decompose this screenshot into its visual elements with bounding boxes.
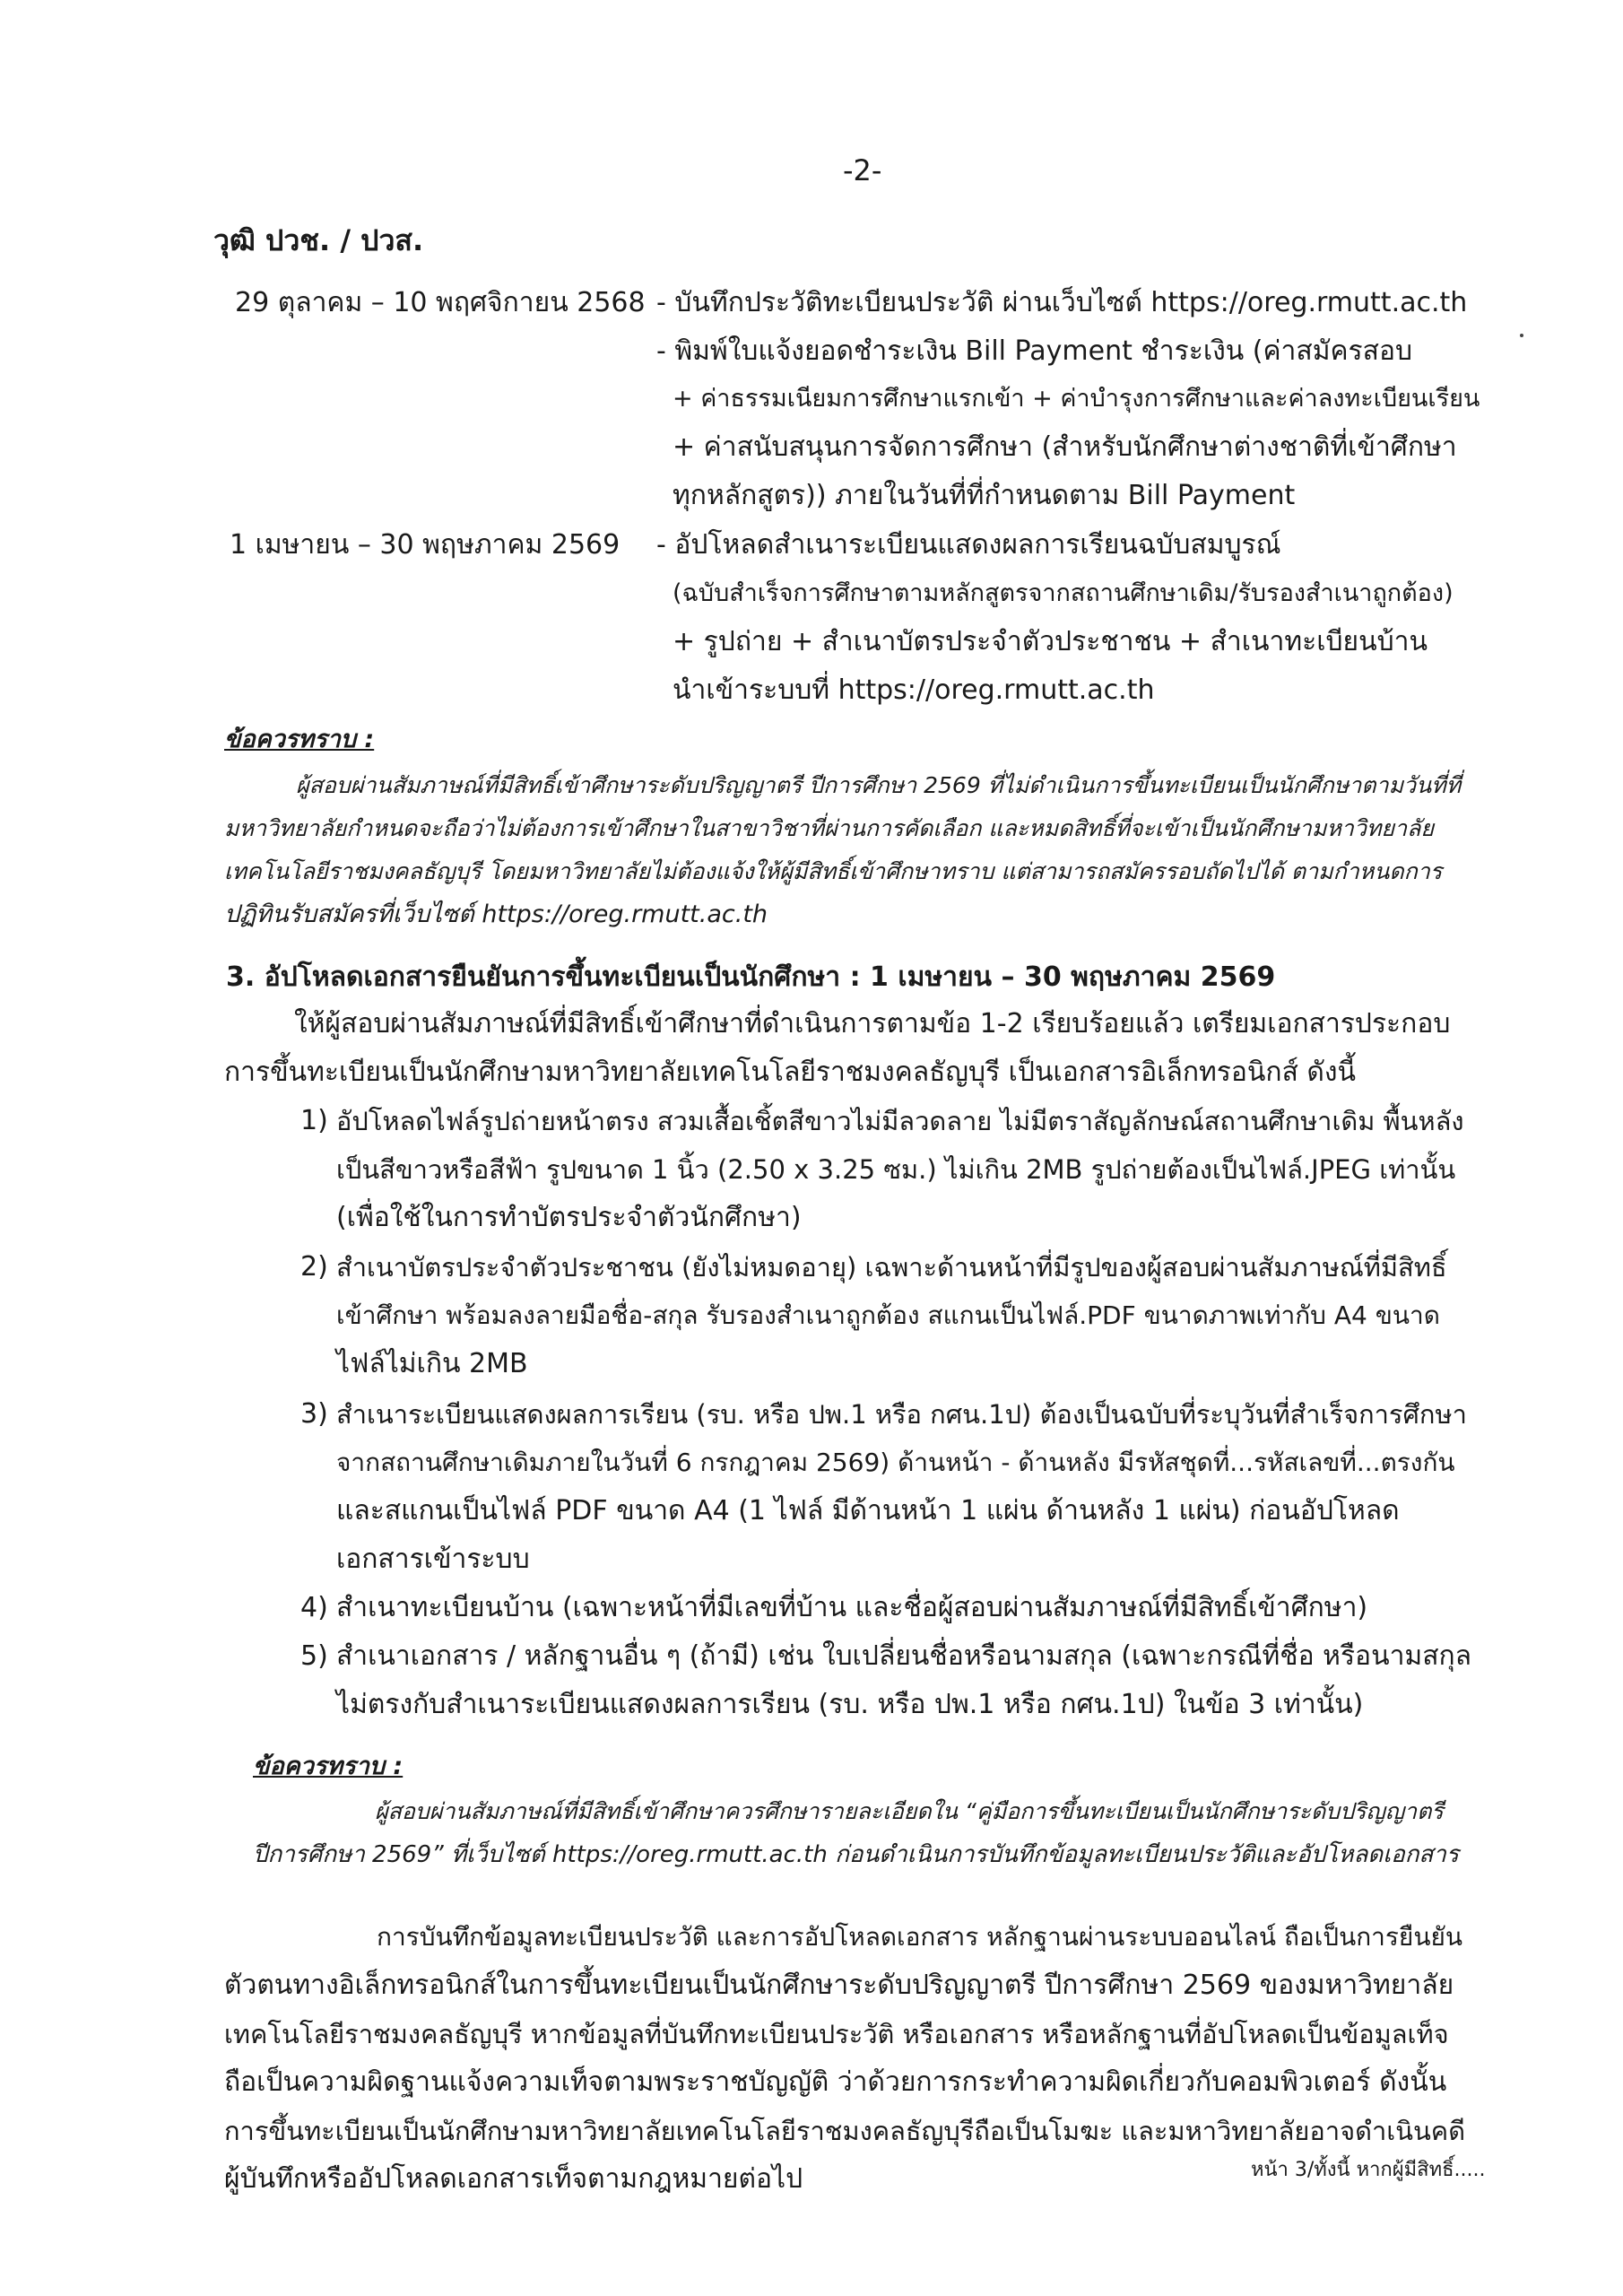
note-2-title: ข้อควรทราบ : bbox=[253, 1752, 404, 1780]
item-2-line-3: ไฟล์ไม่เกิน 2MB bbox=[336, 1348, 528, 1379]
note-1-line-1: ผู้สอบผ่านสัมภาษณ์ที่มีสิทธิ์เข้าศึกษาระดับปริญญาตรี ปีการศึกษา 2569 ที่ไม่ดำเนินการขึ้นทะเบียนเป็นนักศึกษาตามวันที่ที่ bbox=[296, 772, 1462, 798]
page-number: -2- bbox=[843, 153, 882, 187]
item-1-number: 1) bbox=[300, 1105, 328, 1136]
note-2-line-1: ผู้สอบผ่านสัมภาษณ์ที่มีสิทธิ์เข้าศึกษาควรศึกษารายละเอียดใน “คู่มือการขึ้นทะเบียนเป็นนักศึกษาระดับปริญญาตรี bbox=[375, 1798, 1444, 1824]
closing-line-4: ถือเป็นความผิดฐานแจ้งความเท็จตามพระราชบัญญัติ ว่าด้วยการกระทำความผิดเกี่ยวกับคอมพิวเตอร์ ดังนั้น bbox=[224, 2066, 1447, 2098]
closing-line-6: ผู้บันทึกหรืออัปโหลดเอกสารเท็จตามกฎหมายต่อไป bbox=[224, 2163, 803, 2195]
note-1-title: ข้อควรทราบ : bbox=[224, 726, 375, 753]
schedule-2-line-2: (ฉบับสำเร็จการศึกษาตามหลักสูตรจากสถานศึกษาเดิม/รับรองสำเนาถูกต้อง) bbox=[673, 579, 1454, 607]
item-5-line-1: สำเนาเอกสาร / หลักฐานอื่น ๆ (ถ้ามี) เช่น ใบเปลี่ยนชื่อหรือนามสกุล (เฉพาะกรณีที่ชื่อ หรือนามสกุล bbox=[336, 1640, 1472, 1672]
closing-line-5: การขึ้นทะเบียนเป็นนักศึกษามหาวิทยาลัยเทคโนโลยีราชมงคลธัญบุรีถือเป็นโมฆะ และมหาวิทยาลัยอาจดำเนินคดี bbox=[224, 2116, 1466, 2146]
closing-line-1: การบันทึกข้อมูลทะเบียนประวัติ และการอัปโหลดเอกสาร หลักฐานผ่านระบบออนไลน์ ถือเป็นการยืนยัน bbox=[377, 1922, 1463, 1952]
schedule-1-line-4: + ค่าสนับสนุนการจัดการศึกษา (สำหรับนักศึกษาต่างชาติที่เข้าศึกษา bbox=[673, 431, 1457, 463]
schedule-date-1: 29 ตุลาคม – 10 พฤศจิกายน 2568 bbox=[235, 287, 646, 318]
schedule-date-2: 1 เมษายน – 30 พฤษภาคม 2569 bbox=[230, 529, 621, 561]
item-2-number: 2) bbox=[300, 1251, 328, 1283]
stray-dot bbox=[1520, 334, 1523, 337]
item-5-number: 5) bbox=[300, 1640, 328, 1672]
item-3-line-4: เอกสารเข้าระบบ bbox=[336, 1544, 530, 1575]
item-3-line-1: สำเนาระเบียนแสดงผลการเรียน (รบ. หรือ ปพ.1 หรือ กศน.1ป) ต้องเป็นฉบับที่ระบุวันที่สำเร็จการศึกษา bbox=[336, 1399, 1467, 1430]
section-3-intro-1: ให้ผู้สอบผ่านสัมภาษณ์ที่มีสิทธิ์เข้าศึกษาที่ดำเนินการตามข้อ 1-2 เรียบร้อยแล้ว เตรียมเอกสารประกอบ bbox=[294, 1008, 1451, 1039]
item-1-line-3: (เพื่อใช้ในการทำบัตรประจำตัวนักศึกษา) bbox=[336, 1202, 802, 1233]
item-3-line-2: จากสถานศึกษาเดิมภายในวันที่ 6 กรกฎาคม 2569) ด้านหน้า - ด้านหลัง มีรหัสชุดที่...รหัสเลขที่...ตรงกัน bbox=[336, 1448, 1455, 1477]
item-4-line-1: สำเนาทะเบียนบ้าน (เฉพาะหน้าที่มีเลขที่บ้าน และชื่อผู้สอบผ่านสัมภาษณ์ที่มีสิทธิ์เข้าศึกษา) bbox=[336, 1592, 1368, 1623]
item-1-line-2: เป็นสีขาวหรือสีฟ้า รูปขนาด 1 นิ้ว (2.50 x 3.25 ซม.) ไม่เกิน 2MB รูปถ่ายต้องเป็นไฟล์.JPEG เท่านั้น bbox=[336, 1154, 1456, 1185]
item-1-line-1: อัปโหลดไฟล์รูปถ่ายหน้าตรง สวมเสื้อเชิ้ตสีขาวไม่มีลวดลาย ไม่มีตราสัญลักษณ์สถานศึกษาเดิม พื้นหลัง bbox=[336, 1106, 1464, 1136]
schedule-1-line-3: + ค่าธรรมเนียมการศึกษาแรกเข้า + ค่าบำรุงการศึกษาและค่าลงทะเบียนเรียน bbox=[673, 385, 1480, 413]
section-3-intro-2: การขึ้นทะเบียนเป็นนักศึกษามหาวิทยาลัยเทคโนโลยีราชมงคลธัญบุรี เป็นเอกสารอิเล็กทรอนิกส์ ดังนี้ bbox=[224, 1057, 1357, 1088]
closing-line-2: ตัวตนทางอิเล็กทรอนิกส์ในการขึ้นทะเบียนเป็นนักศึกษาระดับปริญญาตรี ปีการศึกษา 2569 ของมหาวิทยาลัย bbox=[224, 1970, 1454, 2001]
heading-qualification: วุฒิ ปวช. / ปวส. bbox=[213, 223, 424, 257]
item-4-number: 4) bbox=[300, 1592, 328, 1623]
note-2-line-2: ปีการศึกษา 2569” ที่เว็บไซต์ https://oreg.rmutt.ac.th ก่อนดำเนินการบันทึกข้อมูลทะเบียนประวัติและอัปโหลดเอกสาร bbox=[253, 1841, 1459, 1868]
item-2-line-1: สำเนาบัตรประจำตัวประชาชน (ยังไม่หมดอายุ) เฉพาะด้านหน้าที่มีรูปของผู้สอบผ่านสัมภาษณ์ที่มีสิทธิ์ bbox=[336, 1252, 1447, 1283]
footer-continuation: หน้า 3/ทั้งนี้ หากผู้มีสิทธิ์..... bbox=[1251, 2159, 1486, 2181]
item-3-line-3: และสแกนเป็นไฟล์ PDF ขนาด A4 (1 ไฟล์ มีด้านหน้า 1 แผ่น ด้านหลัง 1 แผ่น) ก่อนอัปโหลด bbox=[336, 1495, 1400, 1526]
schedule-1-line-2: - พิมพ์ใบแจ้งยอดชำระเงิน Bill Payment ชำระเงิน (ค่าสมัครสอบ bbox=[656, 335, 1413, 367]
section-3-title: 3. อัปโหลดเอกสารยืนยันการขึ้นทะเบียนเป็นนักศึกษา : 1 เมษายน – 30 พฤษภาคม 2569 bbox=[226, 961, 1276, 993]
note-1-line-4: ปฏิทินรับสมัครที่เว็บไซต์ https://oreg.rmutt.ac.th bbox=[224, 900, 768, 928]
item-3-number: 3) bbox=[300, 1398, 328, 1430]
item-2-line-2: เข้าศึกษา พร้อมลงลายมือชื่อ-สกุล รับรองสำเนาถูกต้อง สแกนเป็นไฟล์.PDF ขนาดภาพเท่ากับ A4 ขนาด bbox=[336, 1300, 1440, 1330]
schedule-1-line-5: ทุกหลักสูตร)) ภายในวันที่ที่กำหนดตาม Bill Payment bbox=[673, 480, 1296, 511]
schedule-2-line-1: - อัปโหลดสำเนาระเบียนแสดงผลการเรียนฉบับสมบูรณ์ bbox=[656, 529, 1281, 561]
note-1-line-2: มหาวิทยาลัยกำหนดจะถือว่าไม่ต้องการเข้าศึกษาในสาขาวิชาที่ผ่านการคัดเลือก และหมดสิทธิ์ที่จะเข้าเป็นนักศึกษามหาวิทยาลัย bbox=[224, 815, 1435, 841]
note-1-line-3: เทคโนโลยีราชมงคลธัญบุรี โดยมหาวิทยาลัยไม่ต้องแจ้งให้ผู้มีสิทธิ์เข้าศึกษาทราบ แต่สามารถสมัครรอบถัดไปได้ ตามกำหนดการ bbox=[224, 858, 1443, 884]
schedule-1-line-1: - บันทึกประวัติทะเบียนประวัติ ผ่านเว็บไซต์ https://oreg.rmutt.ac.th bbox=[656, 287, 1468, 318]
closing-line-3: เทคโนโลยีราชมงคลธัญบุรี หากข้อมูลที่บันทึกทะเบียนประวัติ หรือเอกสาร หรือหลักฐานที่อัปโหลดเป็นข้อมูลเท็จ bbox=[224, 2019, 1449, 2049]
schedule-2-line-3: + รูปถ่าย + สำเนาบัตรประจำตัวประชาชน + สำเนาทะเบียนบ้าน bbox=[673, 626, 1428, 657]
schedule-2-line-4: นำเข้าระบบที่ https://oreg.rmutt.ac.th bbox=[673, 674, 1155, 706]
item-5-line-2: ไม่ตรงกับสำเนาระเบียนแสดงผลการเรียน (รบ. หรือ ปพ.1 หรือ กศน.1ป) ในข้อ 3 เท่านั้น) bbox=[336, 1689, 1364, 1720]
